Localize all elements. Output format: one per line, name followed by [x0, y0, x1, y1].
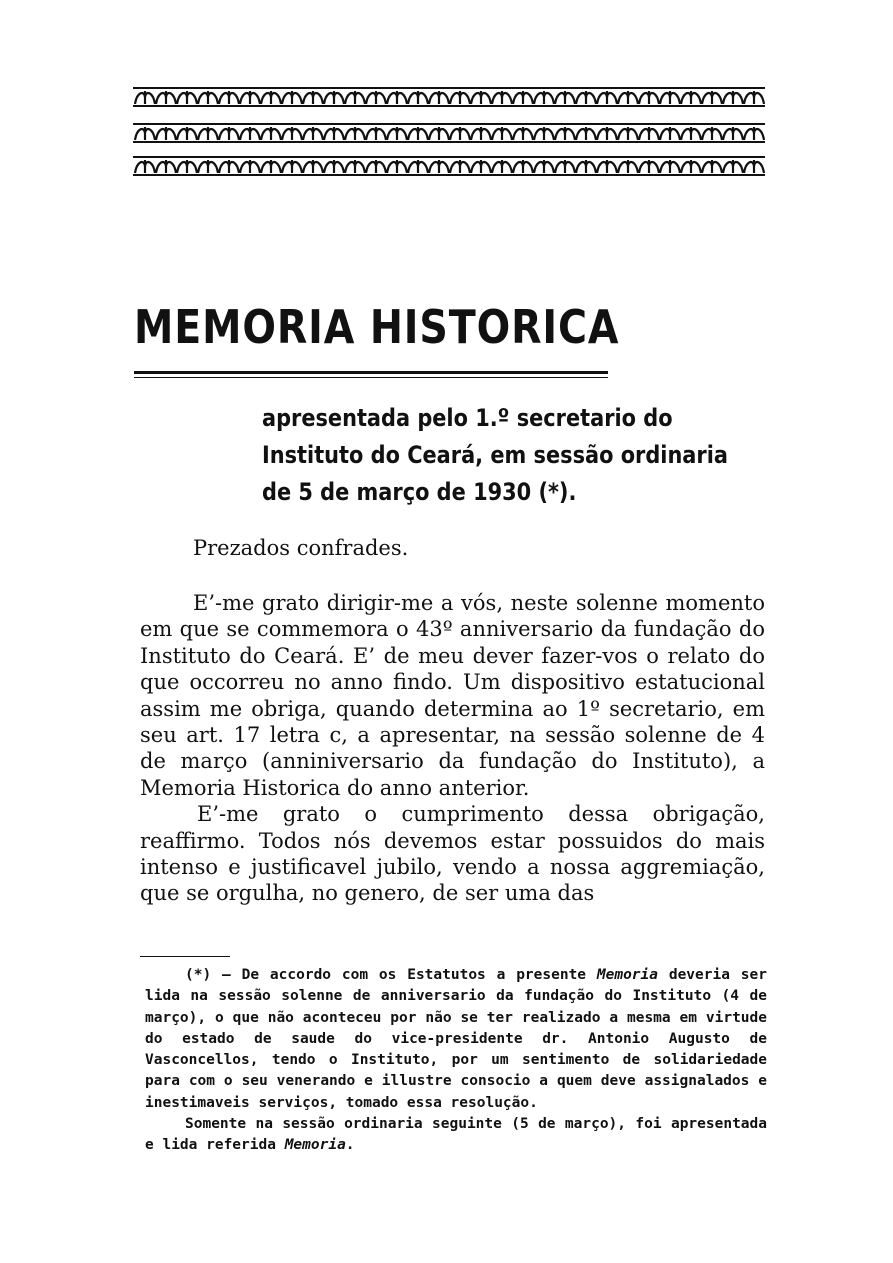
footnote-italic-2: Memoria: [284, 1137, 346, 1154]
page-title: MEMORIA HISTORICA: [134, 300, 620, 354]
subtitle: apresentada pelo 1.º secretario do Instituto do Ceará, em sessão ordinaria de 5 de março de 1930 (*).: [262, 404, 728, 506]
footnote-paragraph-1: [145, 965, 767, 1114]
footnote-paragraph-2: [145, 1114, 767, 1157]
salutation: Prezados confrades.: [193, 536, 409, 560]
title-rule-thin: [134, 377, 608, 378]
ornament-band-bottom: [133, 155, 765, 177]
footnote: [145, 965, 767, 1157]
paragraph-1: E’-me grato dirigir-me a vós, neste solenne momento em que se commemora o 43º anniversario da fundação do Instituto do Ceará. E’ de meu dever fazer-vos o relato do que occorreu no anno findo. Um dispositivo estatucional assim me obriga, quando determina ao 1º secretario, em seu art. 17 letra c, a apresentar, na sessão solenne de 4 de março (anniniversario da fundação do Instituto), a Memoria Historica do anno anterior.: [140, 591, 765, 800]
ornament-band-top: [133, 86, 765, 108]
footnote-text-3: Somente na sessão ordinaria seguinte (5 de março), foi apresentada e lida referida: [145, 1116, 767, 1154]
footnote-italic-1: Memoria: [596, 967, 658, 983]
paragraph-2: E’-me grato o cumprimento dessa obrigação, reaffirmo. Todos nós devemos estar possuidos do mais intenso e justificavel jubilo, vendo a nossa aggremiação, que se orgulha, no genero, de ser uma das: [140, 802, 765, 906]
footnote-marker: (*): [185, 967, 212, 983]
title-rule-thick: [134, 371, 608, 374]
body-text: [140, 590, 765, 907]
footnote-rule: [140, 956, 230, 957]
footnote-dash: —: [222, 967, 231, 983]
footnote-text-1: De accordo com os Estatutos a presente: [241, 967, 587, 983]
ornament-band-middle: [133, 122, 765, 144]
footnote-text-2: deveria ser lida na sessão solenne de anniversario da fundação do Instituto (4 de março), o que não aconteceu por não se ter realizado a mesma em virtude do estado de saude do vice-presidente dr. Antonio Augusto de Vasconcellos, tendo o Instituto, por um sentimento de solidariedade para com o seu venerando e illustre consocio a quem deve assignalados e inestimaveis serviços, tomado essa resolução.: [145, 967, 767, 1111]
footnote-end: .: [345, 1137, 355, 1154]
